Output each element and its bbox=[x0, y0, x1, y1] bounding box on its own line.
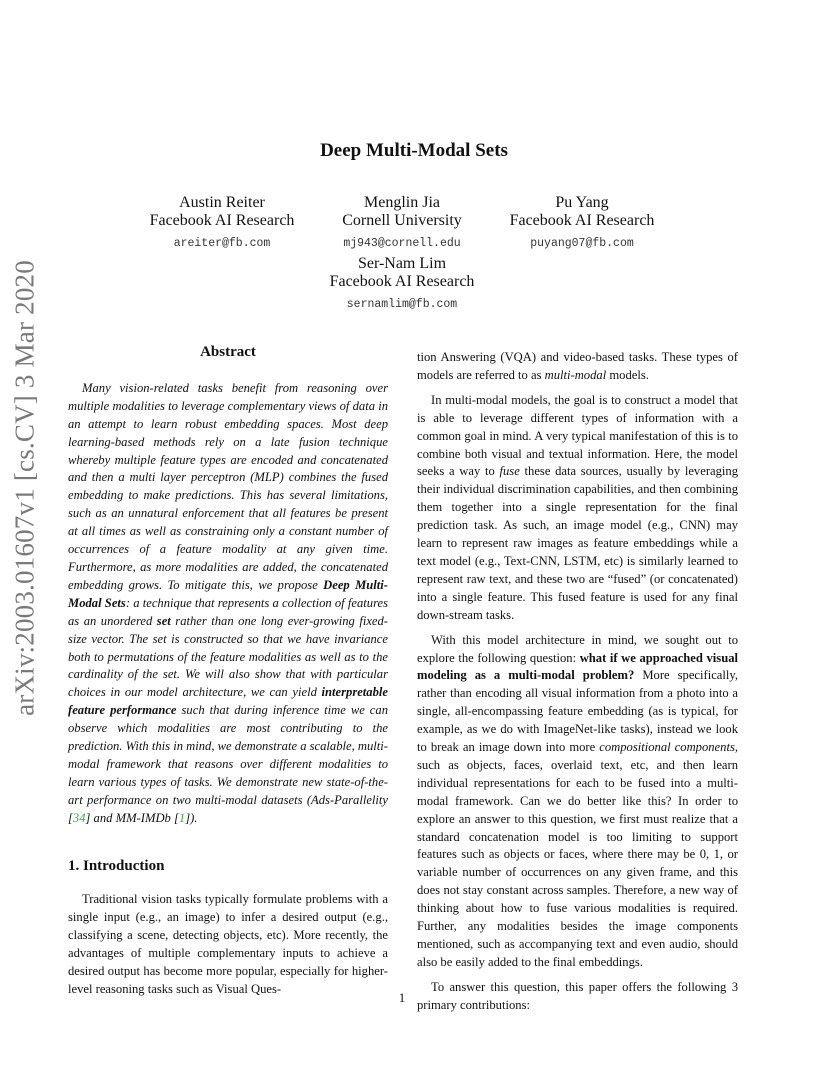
right-column bbox=[417, 349, 738, 1015]
page-number: 1 bbox=[398, 990, 406, 1005]
intro-paragraph: Traditional vision tasks typically formulate problems with a single input (e.g., an image) to infer a desired output (e.g., classifying a scene, detecting objects, etc). More recently, the advantages of multiple complementary inputs to achieve a desired output has become more popular, especially for higher-level reasoning tasks such as Visual Ques- bbox=[68, 892, 388, 996]
author-email: puyang07@fb.com bbox=[530, 237, 634, 250]
abstract-heading: Abstract bbox=[200, 344, 256, 360]
author-affiliation: Cornell University bbox=[342, 212, 462, 229]
section-heading: 1. Introduction bbox=[68, 857, 165, 874]
author-affiliation: Facebook AI Research bbox=[149, 212, 295, 229]
body-paragraph: tion Answering (VQA) and video-based tasks. These types of models are referred to as multi-modal models. bbox=[417, 350, 738, 382]
abstract-text: Many vision-related tasks benefit from reasoning over multiple modalities to leverage complementary views of data in an attempt to learn robust embedding spaces. Most deep learning-based methods rely on a late fusion technique whereby multiple feature types are encoded and concatenated and then a multi layer perceptron (MLP) combines the fused embedding to make predictions. This has several limitations, such as an unnatural enforcement that all features be present at all times as well as constraining only a constant number of occurrences of a feature modality at any given time. Furthermore, as more modalities are added, the concatenated embedding grows. To mitigate this, we propose Deep Multi-Modal Sets: a technique that represents a collection of features as an unordered set rather than one long ever-growing fixed-size vector. The set is constructed so that we have invariance both to permutations of the feature modalities as well as to the cardinality of the set. We will also show that with particular choices in our model architecture, we can yield interpretable feature performance such that during inference time we can observe which modalities are most contributing to the prediction. With this in mind, we demonstrate a scalable, multi-modal framework that reasons over different modalities to learn various types of tasks. We demonstrate new state-of-the-art performance on two multi-modal datasets (Ads-Parallelity [34] and MM-IMDb [1]). bbox=[68, 380, 389, 825]
paper-title: Deep Multi-Modal Sets bbox=[320, 140, 508, 161]
body-paragraph: In multi-modal models, the goal is to construct a model that is able to leverage different types of information with a common goal in mind. A very typical manifestation of this is to combine both visual and textual information. Here, the model seeks a way to fuse these data sources, usually by leveraging their individual discrimination capabilities, and then combining them together into a single representation for the final prediction task. As such, an image model (e.g., CNN) may learn to represent raw images as feature embeddings while a text model (e.g., Text-CNN, LSTM, etc) is similarly learned to represent raw text, and these two are “fused” (or concatenated) into a single feature. This fused feature is used for any final down-stream tasks. bbox=[417, 392, 738, 622]
left-column bbox=[68, 344, 388, 999]
citation-link[interactable]: 1 bbox=[178, 810, 186, 825]
author-affiliation: Facebook AI Research bbox=[329, 273, 475, 290]
body-paragraph: With this model architecture in mind, we sought out to explore the following question: what if we approached visual modeling as a multi-modal problem? More specifically, rather than encoding all visual information from a photo into a single, all-encompassing feature embedding (as is typical, for example, as we do with ImageNet-like tasks), instead we look to break an image down into more compositional components, such as objects, faces, overlaid text, etc, and then learn individual representations for each to be fused into a multi-modal framework. Can we do better like this? In order to explore an answer to this question, we first must realize that a standard concatenation model is too limiting to support features such as objects or faces, where there may be 0, 1, or variable number of occurrences on any given frame, and this does not stay constant across samples. Therefore, a new way of thinking about how to fuse various modalities is required. Further, any modalities besides the image components mentioned, such as accompanying text and even audio, should also be easily added to the final embeddings. bbox=[417, 632, 739, 969]
author-name: Austin Reiter bbox=[179, 194, 265, 211]
body-paragraph: To answer this question, this paper offers the following 3 primary contributions: bbox=[417, 979, 738, 1012]
author-block bbox=[472, 194, 692, 253]
author-email: sernamlim@fb.com bbox=[346, 298, 458, 311]
author-name: Ser-Nam Lim bbox=[357, 255, 447, 272]
arxiv-stamp-text: arXiv:2003.01607v1 [cs.CV] 3 Mar 2020 bbox=[9, 260, 40, 716]
arxiv-stamp bbox=[0, 260, 50, 716]
author-name: Menglin Jia bbox=[364, 194, 440, 211]
citation-link[interactable]: 34 bbox=[72, 810, 86, 825]
author-block bbox=[292, 255, 512, 314]
author-email: mj943@cornell.edu bbox=[343, 237, 461, 250]
author-affiliation: Facebook AI Research bbox=[509, 212, 655, 229]
author-email: areiter@fb.com bbox=[173, 237, 271, 250]
author-name: Pu Yang bbox=[555, 194, 609, 211]
